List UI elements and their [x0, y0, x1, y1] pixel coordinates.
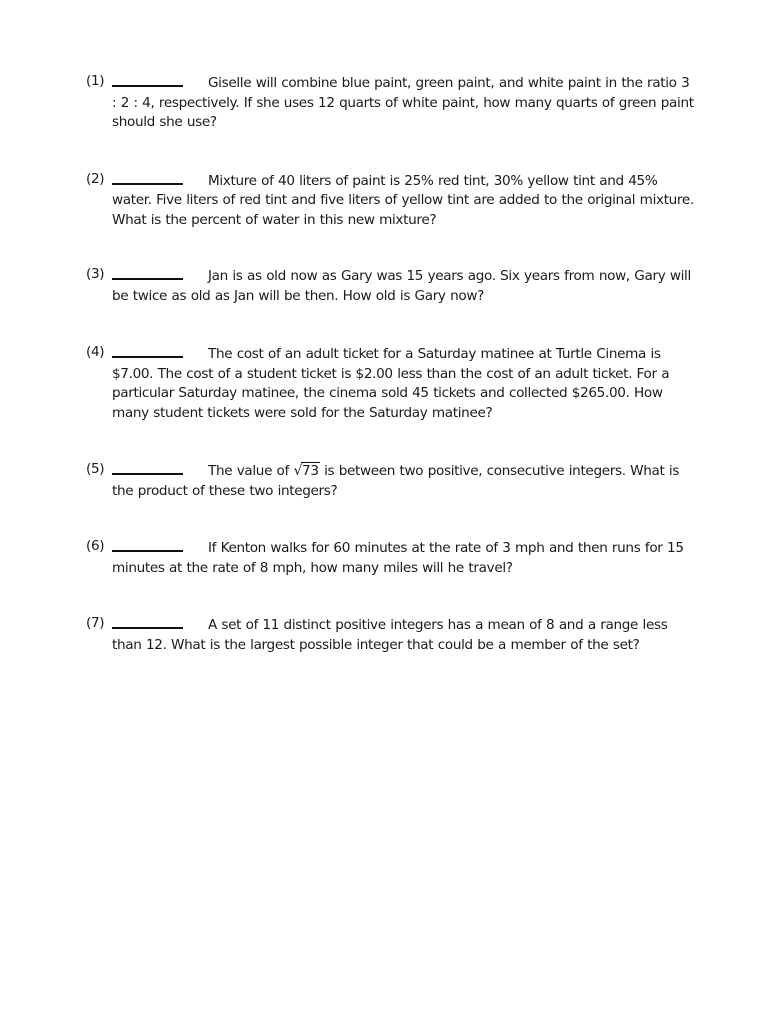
radicand: 73 [302, 463, 319, 479]
problem-number: (2) [86, 170, 105, 187]
problem-number: (1) [86, 73, 105, 89]
problem-5 [86, 460, 698, 501]
problem-6 [86, 537, 698, 578]
square-root-expression [293, 462, 319, 482]
problem-2 [86, 170, 698, 231]
answer-blank[interactable] [112, 265, 183, 280]
problem-7 [86, 614, 698, 655]
square-root-symbol: √ [293, 463, 303, 479]
problem-text: The cost of an adult ticket for a Saturday matinee at Turtle Cinema is $7.00. The cost of a student ticket is $2.00 less than the cost of an adult ticket. For a particular Saturday matinee, the cinema sold 45 tickets and collected $265.00. How many student tickets were sold for the Saturday matinee? [112, 346, 670, 421]
problem-text: Giselle will combine blue paint, green paint, and white paint in the ratio 3 : 2 : 4, respectively. If she uses 12 quarts of white paint, how many quarts of green paint should she use? [112, 75, 694, 130]
answer-blank[interactable] [112, 537, 183, 552]
answer-blank[interactable] [112, 343, 183, 358]
answer-blank[interactable] [112, 170, 183, 185]
problem-number: (3) [86, 266, 105, 282]
problem-number: (7) [86, 615, 105, 631]
problem-number: (4) [86, 344, 105, 360]
problem-text: If Kenton walks for 60 minutes at the rate of 3 mph and then runs for 15 minutes at the rate of 8 mph, how many miles will he travel? [112, 540, 684, 576]
problem-4 [86, 343, 698, 423]
answer-blank[interactable] [112, 614, 183, 629]
problem-number: (6) [86, 538, 105, 554]
problem-text: Jan is as old now as Gary was 15 years ago. Six years from now, Gary will be twice as old as Jan will be then. How old is Gary now? [112, 268, 691, 304]
answer-blank[interactable] [112, 72, 183, 87]
problem-3 [86, 265, 698, 306]
worksheet [86, 72, 698, 655]
problem-1 [86, 72, 698, 133]
answer-blank[interactable] [112, 460, 183, 475]
problem-number: (5) [86, 461, 105, 477]
problem-text-before: The value of [208, 463, 294, 479]
problem-text: Mixture of 40 liters of paint is 25% red tint, 30% yellow tint and 45% water. Five liters of red tint and five liters of yellow tint are added to the original mixture. What is the percent of water in this new mixture? [112, 172, 694, 228]
problem-text-after: is between two positive, consecutive integers. What is the product of these two integers? [112, 463, 680, 499]
problem-text: A set of 11 distinct positive integers has a mean of 8 and a range less than 12. What is the largest possible integer that could be a member of the set? [112, 617, 668, 653]
